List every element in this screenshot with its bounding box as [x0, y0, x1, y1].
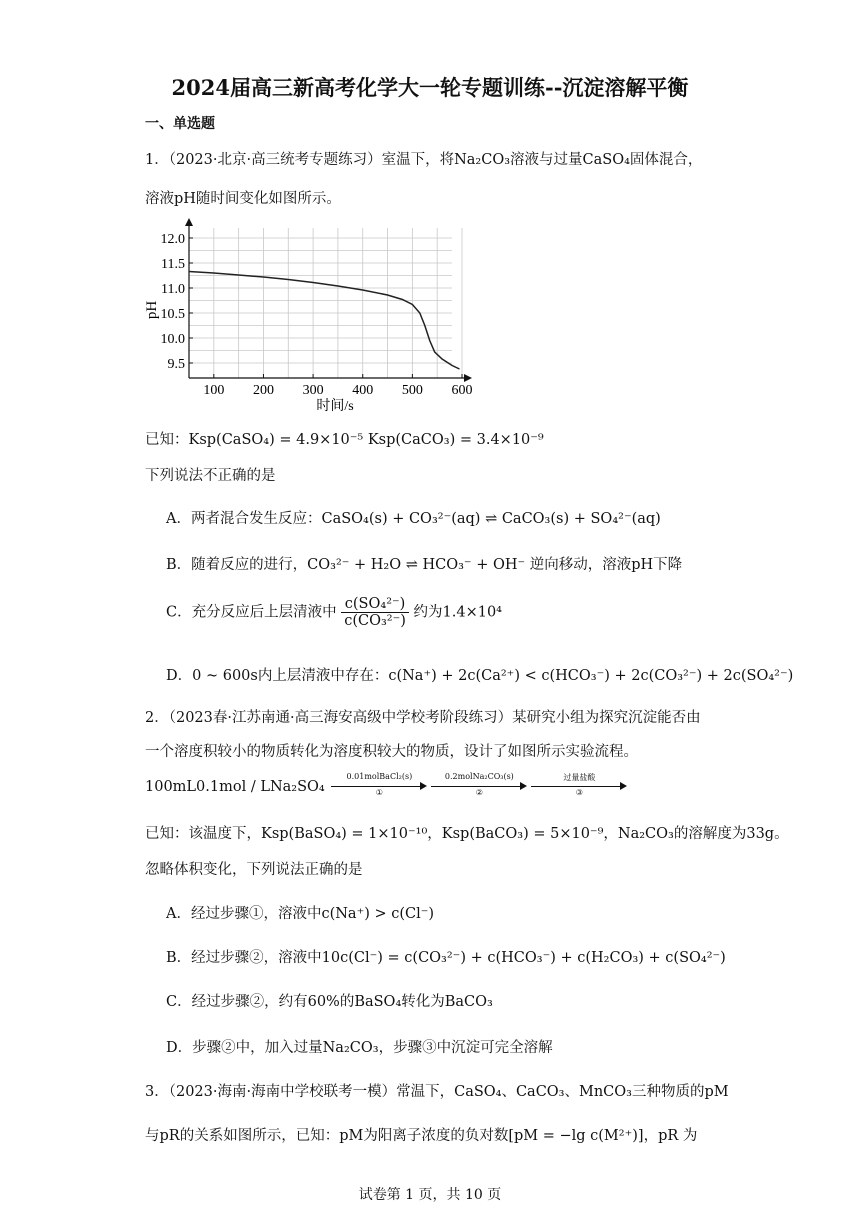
- q2-note: 忽略体积变化，下列说法正确的是: [145, 862, 363, 878]
- q1-option-c-suffix: 约为1.4×10⁴: [413, 604, 502, 621]
- flow-start: 100mL0.1mol / LNa₂SO₄: [145, 779, 325, 795]
- y-tick-label: 10.0: [160, 332, 185, 347]
- q2-option-c: C．经过步骤②，约有60%的BaSO₄转化为BaCO₃: [166, 994, 493, 1010]
- flow-step-2-reagent: 0.2molNa₂CO₃(s): [444, 772, 514, 781]
- y-axis-label: pH: [144, 300, 160, 320]
- flow-step-2-number: ②: [475, 788, 483, 797]
- chart-grid: [189, 228, 462, 378]
- flow-arrow-1: [331, 772, 427, 798]
- q2-known: 已知：该温度下，Ksp(BaSO₄) = 1×10⁻¹⁰，Ksp(BaCO₃) = 5×10⁻⁹，Na₂CO₃的溶解度为33g。: [145, 826, 789, 842]
- flow-step-1-number: ①: [375, 788, 383, 797]
- q1-option-a: A．两者混合发生反应：CaSO₄(s) + CO₃²⁻(aq) ⇌ CaCO₃(s) + SO₄²⁻(aq): [166, 511, 661, 527]
- q2-option-a: A．经过步骤①，溶液中c(Na⁺) > c(Cl⁻): [166, 906, 435, 922]
- ph-curve: [189, 272, 460, 370]
- y-tick-label: 9.5: [167, 357, 185, 372]
- q1-option-c-fraction: [341, 596, 409, 629]
- x-tick-label: 300: [302, 383, 324, 398]
- y-axis-arrow: [185, 218, 193, 226]
- x-tick-label: 600: [451, 383, 473, 398]
- flow-arrow-2: [431, 772, 527, 798]
- y-tick-label: 11.0: [161, 282, 185, 297]
- page-footer: 试卷第 1 页，共 10 页: [358, 1187, 502, 1203]
- q2-stem-line2: 一个溶度积较小的物质转化为溶度积较大的物质，设计了如图所示实验流程。: [145, 744, 638, 760]
- y-tick-label: 11.5: [161, 257, 185, 272]
- q1-known: 已知：Ksp(CaSO₄) = 4.9×10⁻⁵ Ksp(CaCO₃) = 3.4×10⁻⁹: [145, 432, 544, 448]
- q1-question: 下列说法不正确的是: [145, 468, 276, 484]
- flow-step-3-reagent: 过量盐酸: [563, 773, 596, 782]
- x-tick-label: 400: [352, 383, 374, 398]
- chart-axes: [185, 218, 472, 382]
- x-axis-arrow: [464, 374, 472, 382]
- flow-step-1-reagent: 0.01molBaCl₂(s): [346, 772, 413, 781]
- x-tick-labels: [203, 383, 472, 398]
- q2-stem-line1: 2．（2023春·江苏南通·高三海安高级中学校考阶段练习）某研究小组为探究沉淀能否由: [145, 710, 701, 726]
- q2-flow: [145, 772, 629, 798]
- q1-option-c: [166, 596, 502, 629]
- fraction-numerator: c(SO₄²⁻): [341, 596, 409, 613]
- q1-option-d: D．0 ~ 600s内上层清液中存在：c(Na⁺) + 2c(Ca²⁺) < c(HCO₃⁻) + 2c(CO₃²⁻) + 2c(SO₄²⁻): [166, 668, 794, 684]
- q1-option-b: B．随着反应的进行，CO₃²⁻ + H₂O ⇌ HCO₃⁻ + OH⁻ 逆向移动，溶液pH下降: [166, 557, 683, 573]
- flow-arrow-3: [531, 773, 627, 798]
- flow-step-3-number: ③: [575, 788, 583, 797]
- q1-stem-line1: 1．（2023·北京·高三统考专题练习）室温下，将Na₂CO₃溶液与过量CaSO₄固体混合，: [145, 152, 703, 168]
- page-title: 2024届高三新高考化学大一轮专题训练--沉淀溶解平衡: [171, 75, 689, 100]
- q1-option-c-prefix: C．充分反应后上层清液中: [166, 604, 337, 621]
- section-heading: 一、单选题: [145, 116, 215, 132]
- q2-option-b: B．经过步骤②，溶液中10c(Cl⁻) = c(CO₃²⁻) + c(HCO₃⁻) + c(H₂CO₃) + c(SO₄²⁻): [166, 950, 726, 966]
- ph-time-chart: [132, 218, 482, 418]
- x-tick-label: 200: [252, 383, 274, 398]
- fraction-denominator: c(CO₃²⁻): [344, 613, 406, 629]
- q3-stem-line1: 3．（2023·海南·海南中学校联考一模）常温下，CaSO₄、CaCO₃、MnCO₃三种物质的pM: [145, 1084, 729, 1100]
- q1-stem-line2: 溶液pH随时间变化如图所示。: [145, 191, 341, 207]
- y-tick-label: 10.5: [160, 307, 185, 322]
- x-tick-label: 500: [401, 383, 423, 398]
- q2-option-d: D．步骤②中，加入过量Na₂CO₃，步骤③中沉淀可完全溶解: [166, 1040, 553, 1056]
- x-axis-label: 时间/s: [316, 399, 354, 414]
- q3-stem-line2: 与pR的关系如图所示，已知：pM为阳离子浓度的负对数[pM = −lg c(M²⁺)]，pR 为: [145, 1128, 698, 1144]
- y-tick-labels: [161, 232, 186, 372]
- y-tick-label: 12.0: [160, 232, 185, 247]
- x-tick-label: 100: [203, 383, 225, 398]
